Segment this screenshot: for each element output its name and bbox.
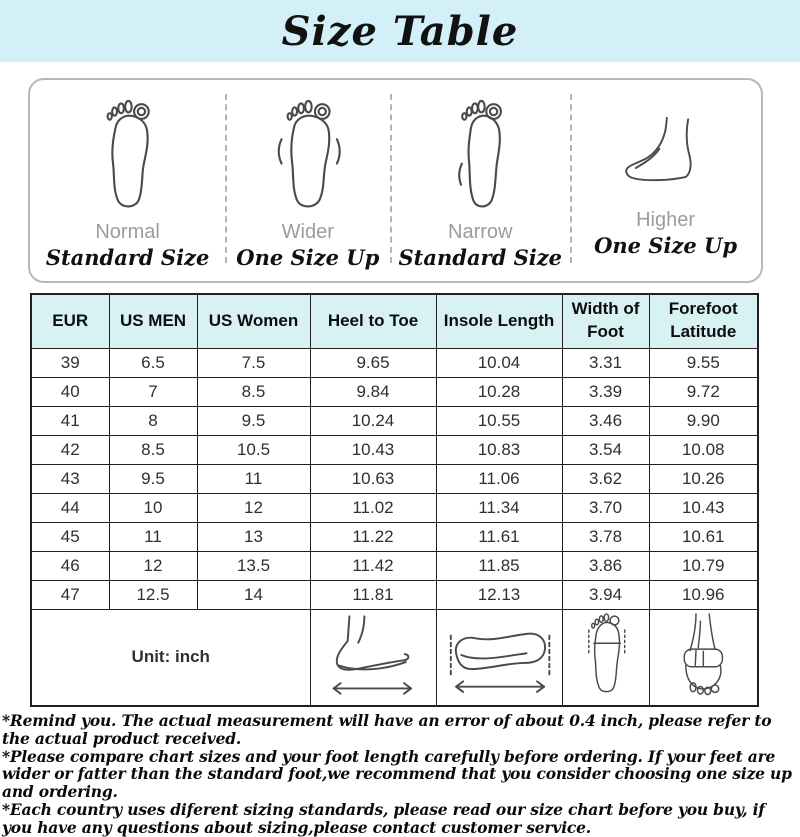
note-line: *Each country uses diferent sizing standards, please read our size chart before you buy, if you have any questions about sizing,please contact customer service. [2,800,765,837]
dashed-divider [390,94,392,263]
size-cell: 10.55 [436,406,562,435]
size-cell: 8.5 [197,377,310,406]
dashed-divider [225,94,227,263]
size-cell: 12 [109,551,197,580]
table-row [31,348,758,377]
table-row [31,522,758,551]
size-cell: 9.5 [109,464,197,493]
size-cell: 12.13 [436,580,562,609]
foot-type-label: Normal [95,221,160,243]
insole-length-icon [436,609,562,706]
size-cell: 11.34 [436,493,562,522]
size-cell: 11.85 [436,551,562,580]
dashed-divider [570,94,572,263]
fit-column-wider [225,80,390,281]
column-header: Insole Length [436,294,562,348]
fit-column-narrow [390,80,570,281]
table-row [31,435,758,464]
size-cell: 9.90 [649,406,758,435]
size-cell: 9.55 [649,348,758,377]
unit-label: Unit: inch [31,609,310,706]
column-header: Heel to Toe [310,294,436,348]
size-cell: 3.78 [562,522,649,551]
size-cell: 6.5 [109,348,197,377]
forefoot-girth-icon [649,609,758,706]
size-cell: 3.54 [562,435,649,464]
size-cell: 14 [197,580,310,609]
column-header: US MEN [109,294,197,348]
size-cell: 39 [31,348,109,377]
column-header: EUR [31,294,109,348]
size-cell: 41 [31,406,109,435]
fit-column-higher [570,80,761,281]
foot-type-label: Higher [636,209,696,231]
size-cell: 10.83 [436,435,562,464]
column-header: Forefoot Latitude [649,294,758,348]
size-cell: 11.22 [310,522,436,551]
fit-guide-panel [28,78,763,283]
fit-column-normal [30,80,225,281]
size-cell: 7.5 [197,348,310,377]
size-cell: 10.24 [310,406,436,435]
size-cell: 45 [31,522,109,551]
size-cell: 3.62 [562,464,649,493]
size-cell: 10.5 [197,435,310,464]
table-row [31,464,758,493]
size-cell: 11.81 [310,580,436,609]
size-cell: 3.70 [562,493,649,522]
note-line: *Please compare chart sizes and your foot length carefully before ordering. If your feet are wider or fatter than the standard foot,we recommend that you consider choosing one size up and ordering. [2,746,792,802]
page-title: Size Table [281,7,519,55]
foot-width-icon [562,609,649,706]
size-cell: 9.84 [310,377,436,406]
size-advice-label: One Size Up [236,245,380,270]
size-cell: 10 [109,493,197,522]
normal-foot-icon [91,92,164,219]
size-advice-label: One Size Up [594,233,738,258]
table-row [31,406,758,435]
size-cell: 40 [31,377,109,406]
size-cell: 10.79 [649,551,758,580]
size-cell: 3.46 [562,406,649,435]
size-cell: 43 [31,464,109,493]
title-banner [0,0,800,62]
foot-type-label: Narrow [448,221,513,243]
size-cell: 42 [31,435,109,464]
size-cell: 11.02 [310,493,436,522]
footer-notes [2,712,798,837]
size-cell: 9.65 [310,348,436,377]
column-header: US Women [197,294,310,348]
size-cell: 13.5 [197,551,310,580]
size-cell: 47 [31,580,109,609]
foot-type-label: Wider [281,221,334,243]
wider-foot-icon [271,92,344,219]
size-cell: 12 [197,493,310,522]
size-cell: 11.42 [310,551,436,580]
size-cell: 3.94 [562,580,649,609]
size-advice-label: Standard Size [45,245,210,270]
size-cell: 11 [197,464,310,493]
size-advice-label: Standard Size [398,245,563,270]
table-row [31,493,758,522]
size-cell: 10.26 [649,464,758,493]
size-cell: 10.61 [649,522,758,551]
table-row [31,377,758,406]
size-table [30,293,759,707]
note-line: *Remind you. The actual measurement will have an error of about 0.4 inch, please refer to the actual product received. [2,711,772,748]
size-cell: 3.86 [562,551,649,580]
size-cell: 11 [109,522,197,551]
size-cell: 10.43 [310,435,436,464]
table-row [31,551,758,580]
foot-length-side-icon [310,609,436,706]
size-cell: 12.5 [109,580,197,609]
size-cell: 13 [197,522,310,551]
size-cell: 10.96 [649,580,758,609]
size-cell: 10.04 [436,348,562,377]
size-cell: 46 [31,551,109,580]
column-header: Width of Foot [562,294,649,348]
size-cell: 10.63 [310,464,436,493]
narrow-foot-icon [444,92,517,219]
size-cell: 3.31 [562,348,649,377]
size-cell: 9.72 [649,377,758,406]
higher-foot-icon [618,92,714,207]
size-cell: 9.5 [197,406,310,435]
size-cell: 11.61 [436,522,562,551]
size-cell: 44 [31,493,109,522]
size-cell: 8.5 [109,435,197,464]
table-row [31,580,758,609]
size-cell: 3.39 [562,377,649,406]
size-cell: 11.06 [436,464,562,493]
size-table-body [31,348,758,609]
unit-row [31,609,758,706]
size-cell: 10.43 [649,493,758,522]
size-cell: 8 [109,406,197,435]
size-cell: 7 [109,377,197,406]
size-cell: 10.28 [436,377,562,406]
size-cell: 10.08 [649,435,758,464]
header-row [31,294,758,348]
